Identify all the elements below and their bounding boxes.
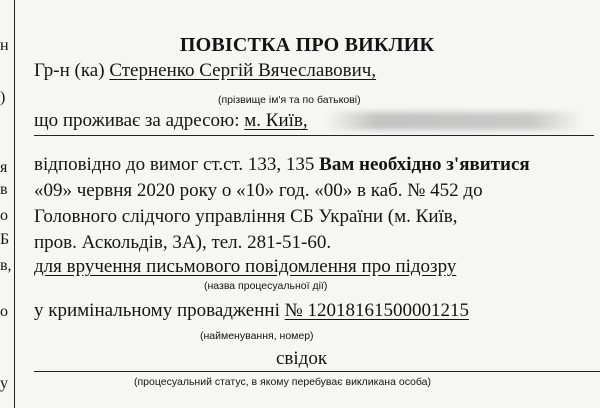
margin-char: ) bbox=[0, 89, 6, 106]
addressee-prefix: Гр-н (ка) bbox=[34, 60, 105, 81]
proceeding-line bbox=[34, 300, 469, 322]
address-city: м. Київ, bbox=[244, 110, 308, 131]
body-line-4: пров. Аскольдів, 3А), тел. 281-51-60. bbox=[34, 232, 332, 253]
purpose-line bbox=[34, 256, 456, 278]
body-line-1 bbox=[34, 154, 530, 176]
left-margin-strip bbox=[0, 0, 15, 408]
proceeding-hint: (найменування, номер) bbox=[200, 330, 314, 342]
body-line-1-text: відповідно до вимог ст.ст. 133, 135 bbox=[34, 154, 320, 175]
address-line bbox=[34, 110, 308, 132]
proceeding-number: № 12018161500001215 bbox=[284, 300, 469, 321]
status-underline bbox=[34, 371, 600, 372]
margin-char: о bbox=[0, 207, 8, 224]
document-title: ПОВІСТКА ПРО ВИКЛИК bbox=[179, 34, 435, 56]
status-hint: (процесуальний статус, в якому перебуває викликана особа) bbox=[134, 376, 432, 388]
margin-char: н bbox=[0, 37, 9, 54]
document-body bbox=[14, 0, 600, 408]
addressee-hint: (прізвище ім'я та по батькові) bbox=[218, 94, 361, 106]
margin-char: в bbox=[0, 181, 8, 198]
margin-char: у bbox=[0, 375, 8, 392]
appear-notice: Вам необхідно з'явитися bbox=[319, 154, 530, 175]
address-prefix: що проживає за адресою: bbox=[34, 110, 240, 131]
margin-char: о bbox=[0, 303, 8, 320]
addressee-line bbox=[34, 60, 376, 82]
purpose-hint: (назва процесуальної дії) bbox=[204, 280, 328, 292]
address-underline bbox=[34, 135, 594, 136]
redaction-blur bbox=[324, 112, 584, 130]
purpose-text: для вручення письмового повідомлення про підозру bbox=[34, 256, 457, 277]
body-line-3: Головного слідчого управління СБ України (м. Київ, bbox=[34, 206, 458, 227]
proceeding-prefix: у кримінальному провадженні bbox=[34, 300, 280, 321]
margin-char: я bbox=[0, 159, 8, 176]
margin-char: Б bbox=[0, 231, 10, 248]
status-text: свідок bbox=[276, 348, 328, 369]
margin-char: в, bbox=[0, 257, 12, 274]
body-line-2: «09» червня 2020 року о «10» год. «00» в каб. № 452 до bbox=[34, 180, 483, 201]
addressee-name: Стерненко Сергій Вячеславович, bbox=[109, 60, 377, 81]
